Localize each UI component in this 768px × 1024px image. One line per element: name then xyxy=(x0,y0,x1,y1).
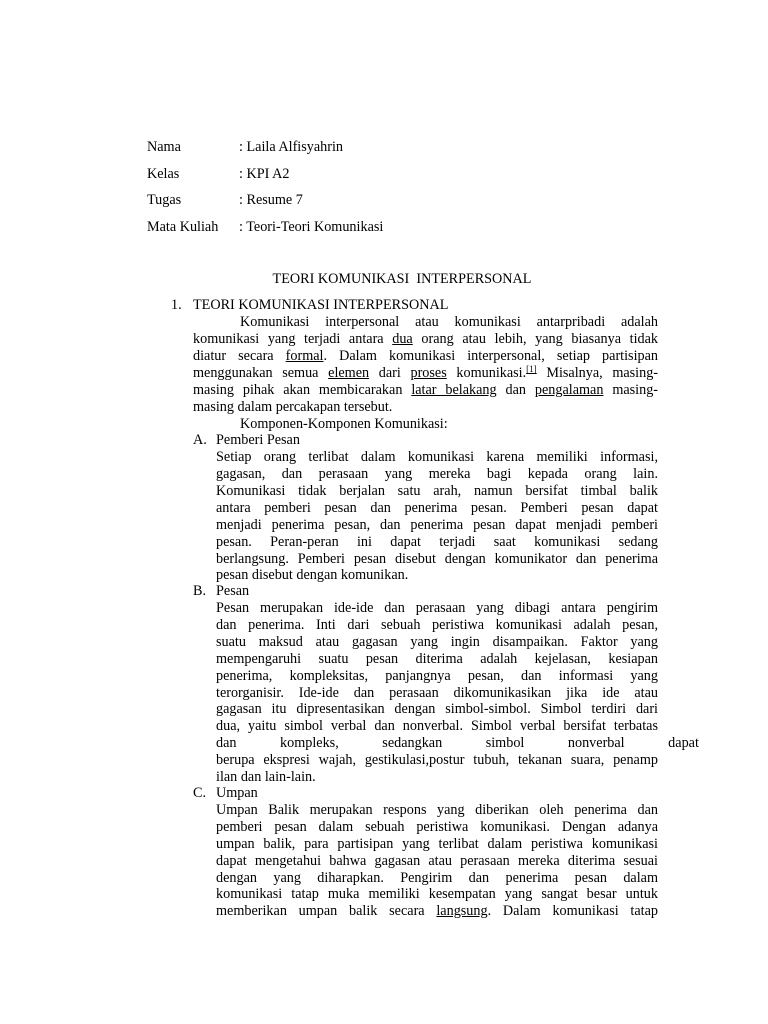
link-elemen[interactable]: elemen xyxy=(328,365,370,381)
text-run: dan xyxy=(505,382,526,398)
component-title-a: Pemberi Pesan xyxy=(216,432,300,448)
component-c-line: Umpan Balik merupakan respons yang diberikan oleh penerima dan xyxy=(216,802,658,818)
intro-line xyxy=(193,382,658,399)
text-run: diatur secara xyxy=(193,348,274,364)
component-b-line: ilan dan lain-lain. xyxy=(216,769,316,785)
info-label: Kelas xyxy=(147,165,180,182)
info-value: : Laila Alfisyahrin xyxy=(239,139,344,155)
intro-line: Komunikasi interpersonal atau komunikasi antarpribadi adalah xyxy=(240,314,658,330)
intro-line xyxy=(193,365,658,382)
component-c-line xyxy=(216,903,658,920)
component-c-line: umpan balik, para partisipan yang terlibat dalam peristiwa komunikasi xyxy=(216,836,658,852)
component-c-line: komunikasi tatap muka memiliki kesempatan yang sangat besar untuk xyxy=(216,886,658,902)
component-a-line: pesan. Peran-peran ini dapat terjadi saat komunikasi sedang xyxy=(216,534,658,550)
component-b-line: penerima, kompleksitas, panjangnya pesan, dan informasi yang xyxy=(216,668,658,684)
link-proses[interactable]: proses xyxy=(410,365,447,381)
text-run: komunikasi yang terjadi antara xyxy=(193,331,384,347)
document-title: TEORI KOMUNIKASI INTERPERSONAL xyxy=(272,271,532,287)
link-pengalaman[interactable]: pengalaman xyxy=(534,382,604,398)
component-a-line: pesan disebut dengan komunikan. xyxy=(216,567,409,583)
component-b-line: suatu maksud atau gagasan yang ingin disampaikan. Faktor yang xyxy=(216,634,658,650)
text-run: . Dalam komunikasi interpersonal, setiap partisipan xyxy=(323,348,659,364)
link-langsung[interactable]: langsung xyxy=(436,903,488,919)
text-run: memberikan umpan balik secara xyxy=(216,903,425,919)
list-marker-a: A. xyxy=(193,432,207,448)
list-marker-c: C. xyxy=(193,785,207,801)
list-marker-b: B. xyxy=(193,583,207,599)
info-row-mata-kuliah xyxy=(147,218,383,245)
intro-line: masing dalam percakapan tersebut. xyxy=(193,399,393,415)
component-b-line: dua, yaitu simbol verbal dan nonverbal. Simbol verbal bersifat terbatas xyxy=(216,718,658,734)
component-a-line: berlangsung. Pemberi pesan disebut dengan komunikator dan penerima xyxy=(216,551,658,567)
component-b-line: mempengaruhi suatu pesan diterima adalah kejelasan, kesiapan xyxy=(216,651,658,667)
info-label: Nama xyxy=(147,139,181,155)
text-run: . Dalam komunikasi tatap xyxy=(487,903,658,919)
component-b-line: gagasan itu dipresentasikan dengan simbol-simbol. Simbol terdiri dari xyxy=(216,701,658,717)
info-value: : Resume 7 xyxy=(239,192,303,208)
link-formal[interactable]: formal xyxy=(285,348,324,364)
component-b-line: berupa ekspresi wajah, gestikulasi,postur tubuh, tekanan suara, penamp xyxy=(216,752,658,768)
component-b-line: Pesan merupakan ide-ide dan perasaan yang dibagi antara pengirim xyxy=(216,600,658,616)
intro-line xyxy=(193,331,658,348)
component-title-b: Pesan xyxy=(216,583,250,599)
text-run: dari xyxy=(378,365,401,381)
component-c-line: pemberi pesan dalam sebuah peristiwa komunikasi. Dengan adanya xyxy=(216,819,658,835)
component-c-line: dapat mengetahui bahwa gagasan atau perasaan mereka diterima sesuai xyxy=(216,853,658,869)
component-a-line: Komunikasi tidak berjalan satu arah, namun bersifat timbal balik xyxy=(216,483,658,499)
info-label: Tugas xyxy=(147,192,182,208)
component-b-line: dan penerima. Inti dari sebuah peristiwa komunikasi adalah pesan, xyxy=(216,617,658,633)
link-latar-belakang[interactable]: latar belakang xyxy=(411,382,497,398)
info-row-nama xyxy=(147,138,383,165)
component-c-line: dengan yang diharapkan. Pengirim dan penerima pesan dalam xyxy=(216,870,658,886)
component-a-line: menjadi penerima pesan, dan penerima pesan dapat menjadi pemberi xyxy=(216,517,658,533)
intro-line xyxy=(193,348,658,365)
component-a-line: gagasan, dan perasaan yang mereka bagi kepada orang lain. xyxy=(216,466,658,482)
text-run: masing pihak akan membicarakan xyxy=(193,382,403,398)
text-run: masing- xyxy=(612,382,659,398)
text-run: Misalnya, masing- xyxy=(546,365,659,381)
text-run: orang atau lebih, yang biasanya tidak xyxy=(421,331,658,347)
section-title: TEORI KOMUNIKASI INTERPERSONAL xyxy=(193,297,449,313)
component-b-line: dan kompleks, sedangkan simbol nonverbal dapat xyxy=(216,735,699,751)
component-b-line: terorganisir. Ide-ide dan perasaan dikomunikasikan jika ide atau xyxy=(216,685,658,701)
info-row-kelas xyxy=(147,165,383,192)
component-a-line: Setiap orang terlibat dalam komunikasi karena memiliki informasi, xyxy=(216,449,658,465)
components-heading: Komponen-Komponen Komunikasi: xyxy=(240,416,448,432)
info-label: Mata Kuliah xyxy=(147,218,219,235)
text-run: menggunakan semua xyxy=(193,365,319,381)
text-run: komunikasi. xyxy=(456,365,527,381)
info-value: : Teori-Teori Komunikasi xyxy=(239,218,384,235)
section-number: 1. xyxy=(171,297,182,313)
info-value: : KPI A2 xyxy=(239,165,290,182)
link-dua[interactable]: dua xyxy=(392,331,413,347)
component-a-line: antara pemberi pesan dan penerima pesan. Pemberi pesan dapat xyxy=(216,500,658,516)
component-title-c: Umpan xyxy=(216,785,258,801)
info-row-tugas xyxy=(147,191,383,218)
footnote-ref[interactable]: [1] xyxy=(526,364,537,374)
student-info xyxy=(147,138,383,244)
